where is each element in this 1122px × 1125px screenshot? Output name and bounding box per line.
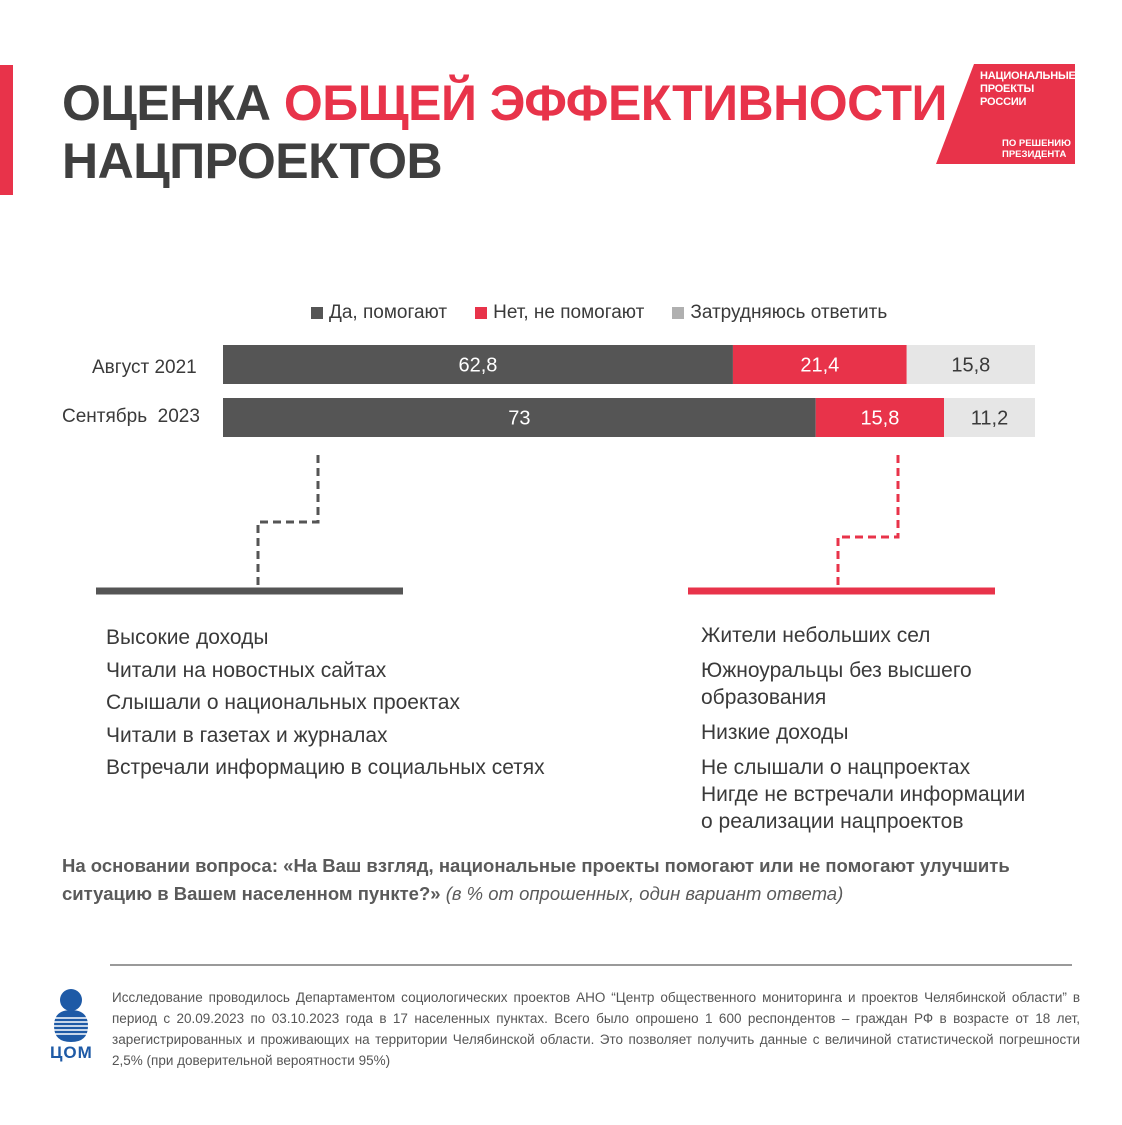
list-item: о реализации нацпроектов bbox=[701, 810, 964, 833]
com-logo-text: ЦОМ bbox=[50, 1043, 93, 1062]
legend-label-no: Нет, не помогают bbox=[493, 302, 645, 323]
row-label-2021: Август 2021 bbox=[92, 357, 197, 378]
bar-label-hard-1: 11,2 bbox=[970, 407, 1009, 430]
list-item: Южноуральцы без высшего bbox=[701, 659, 972, 682]
logo-line4: ПО РЕШЕНИЮ bbox=[1002, 138, 1071, 149]
connector-left bbox=[258, 455, 318, 588]
logo-line1: НАЦИОНАЛЬНЫЕ bbox=[980, 70, 1076, 82]
title-part1: ОЦЕНКА bbox=[62, 75, 284, 131]
methodology-note: Исследование проводилось Департаментом социологических проектов АНО “Центр общественного мониторинга и проектов Челябинской области” в период с 20.09.2023 по 03.10.2023 года в 17 населенных пунктах. Всего было опрошено 1 600 респондентов – граждан РФ в возрасте от 18 лет, зарегистрированных и проживающих на территории Челябинской области. Это позволяет получить данные с величиной статистической погрешности 2,5% (при доверительной вероятности 95%) bbox=[112, 990, 1080, 1068]
bar-label-yes-0: 62,8 bbox=[458, 354, 498, 377]
list-item: Низкие доходы bbox=[701, 721, 849, 744]
list-item: Читали на новостных сайтах bbox=[106, 658, 387, 682]
question-note: (в % от опрошенных, один вариант ответа) bbox=[440, 883, 844, 904]
list-item: Встречали информацию в социальных сетях bbox=[106, 756, 545, 779]
list-item: Слышали о национальных проектах bbox=[106, 691, 460, 714]
negative-group-list bbox=[701, 622, 1025, 835]
title-part2: ОБЩЕЙ ЭФФЕКТИВНОСТИ bbox=[283, 75, 947, 131]
list-item: Не слышали о нацпроектах bbox=[701, 756, 971, 779]
row-label-2023: Сентябрь 2023 bbox=[62, 406, 200, 427]
bar-label-yes-1: 73 bbox=[508, 407, 531, 430]
positive-group-list bbox=[106, 622, 545, 785]
connector-right bbox=[838, 455, 898, 588]
list-item: Читали в газетах и журналах bbox=[106, 723, 388, 747]
bar-label-no-1: 15,8 bbox=[860, 407, 900, 430]
bar-label-hard-0: 15,8 bbox=[951, 354, 991, 377]
logo-line2: ПРОЕКТЫ bbox=[980, 83, 1035, 95]
list-item: Высокие доходы bbox=[106, 626, 269, 649]
connector-lines bbox=[0, 440, 1122, 600]
list-item: образования bbox=[701, 686, 827, 709]
question-text: На основании вопроса: «На Ваш взгляд, национальные проекты помогают или не помогают улучшить ситуацию в Вашем населенном пункте?» bbox=[62, 855, 1010, 904]
stacked-bar-chart bbox=[0, 0, 1122, 460]
list-item: Нигде не встречали информации bbox=[701, 783, 1026, 806]
bar-label-no-0: 21,4 bbox=[800, 354, 840, 377]
legend-label-yes: Да, помогают bbox=[329, 302, 448, 323]
legend-label-hard: Затрудняюсь ответить bbox=[690, 302, 888, 323]
logo-line3: РОССИИ bbox=[980, 96, 1027, 108]
title-part3: НАЦПРОЕКТОВ bbox=[62, 133, 443, 189]
survey-question bbox=[62, 852, 1082, 908]
logo-line5: ПРЕЗИДЕНТА bbox=[1002, 149, 1067, 160]
footer-divider bbox=[110, 964, 1072, 966]
list-item: Жители небольших сел bbox=[701, 624, 931, 647]
